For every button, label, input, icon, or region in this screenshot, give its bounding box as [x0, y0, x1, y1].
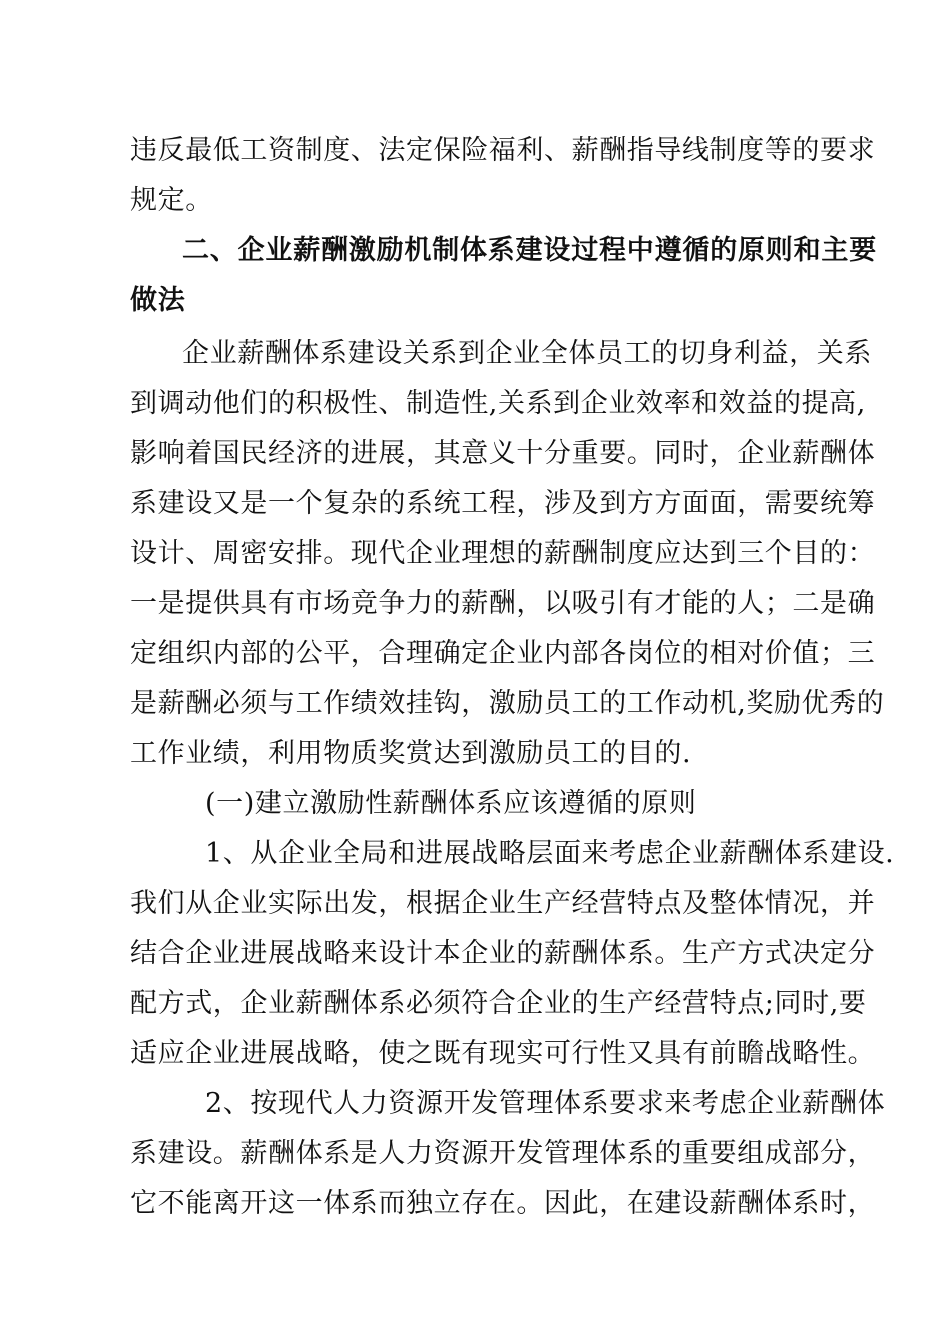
body-line: 是薪酬必须与工作绩效挂钩，激励员工的工作动机,奖励优秀的 — [130, 688, 885, 719]
body-line: 工作业绩，利用物质奖赏达到激励员工的目的. — [130, 738, 692, 769]
body-line: 系建设又是一个复杂的系统工程，涉及到方方面面，需要统筹 — [130, 488, 876, 519]
body-line: 它不能离开这一体系而独立存在。因此，在建设薪酬体系时， — [130, 1188, 876, 1219]
body-line: 1、从企业全局和进展战略层面来考虑企业薪酬体系建设. — [205, 838, 895, 869]
body-line: 违反最低工资制度、法定保险福利、薪酬指导线制度等的要求 — [130, 135, 876, 166]
body-line: 适应企业进展战略，使之既有现实可行性又具有前瞻战略性。 — [130, 1038, 876, 1069]
body-line: 我们从企业实际出发，根据企业生产经营特点及整体情况，并 — [130, 888, 876, 919]
body-line: 规定。 — [130, 185, 213, 216]
section-heading-line: 二、企业薪酬激励机制体系建设过程中遵循的原则和主要 — [182, 235, 877, 266]
body-line: 2、按现代人力资源开发管理体系要求来考虑企业薪酬体 — [205, 1088, 886, 1119]
body-line: 企业薪酬体系建设关系到企业全体员工的切身利益，关系 — [182, 338, 872, 369]
body-line: 设计、周密安排。现代企业理想的薪酬制度应达到三个目的： — [130, 538, 876, 569]
body-line: 到调动他们的积极性、制造性,关系到企业效率和效益的提高, — [130, 388, 866, 419]
section-heading-line: 做法 — [130, 285, 186, 316]
body-line: 影响着国民经济的进展，其意义十分重要。同时，企业薪酬体 — [130, 438, 876, 469]
body-line: 配方式，企业薪酬体系必须符合企业的生产经营特点;同时,要 — [130, 988, 867, 1019]
body-line: 一是提供具有市场竞争力的薪酬，以吸引有才能的人；二是确 — [130, 588, 876, 619]
body-line: 定组织内部的公平，合理确定企业内部各岗位的相对价值；三 — [130, 638, 876, 669]
body-line: 结合企业进展战略来设计本企业的薪酬体系。生产方式决定分 — [130, 938, 876, 969]
subsection-heading-line: (一)建立激励性薪酬体系应该遵循的原则 — [205, 788, 697, 819]
body-line: 系建设。薪酬体系是人力资源开发管理体系的重要组成部分， — [130, 1138, 876, 1169]
